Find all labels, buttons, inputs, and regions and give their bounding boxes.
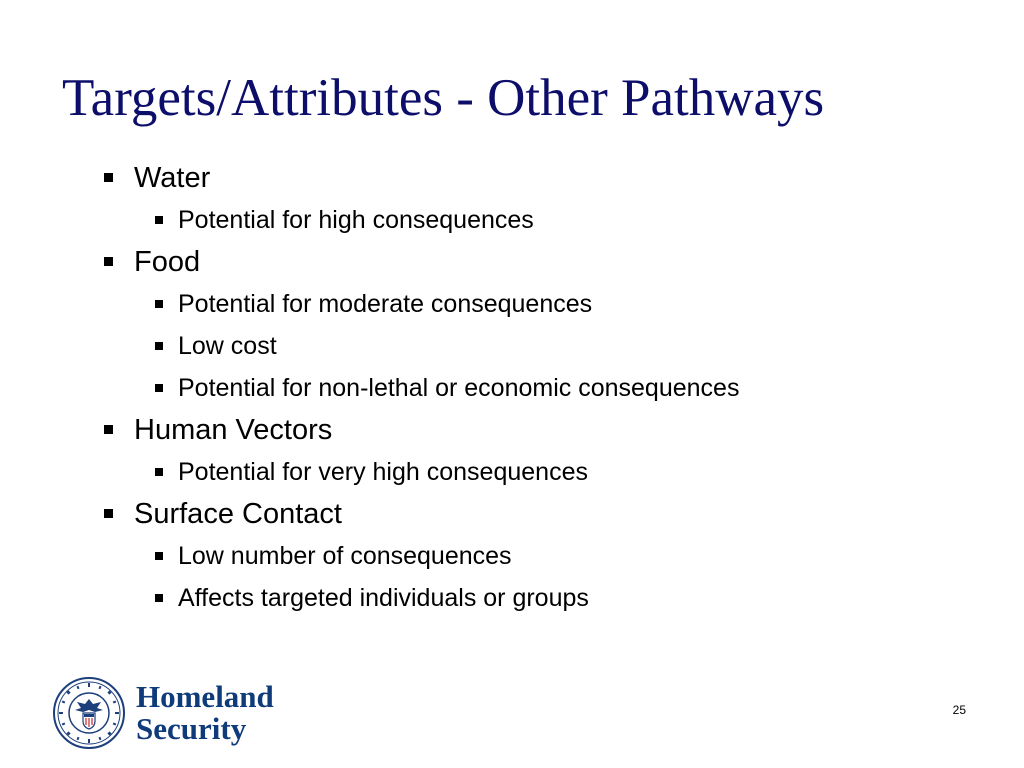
square-bullet-icon	[155, 552, 163, 560]
sub-bullet-item	[104, 367, 984, 409]
dhs-logo	[53, 677, 313, 751]
page-number: 25	[952, 703, 966, 717]
bullet-label: Food	[134, 246, 201, 278]
sub-bullet-label: Affects targeted individuals or groups	[178, 584, 589, 612]
bullet-item	[104, 157, 984, 199]
bullet-item	[104, 409, 984, 451]
sub-bullet-item	[104, 199, 984, 241]
square-bullet-icon	[155, 342, 163, 350]
dhs-seal-icon	[53, 677, 125, 749]
bullet-item	[104, 241, 984, 283]
sub-bullet-item	[104, 577, 984, 619]
square-bullet-icon	[104, 173, 113, 182]
sub-bullet-label: Potential for high consequences	[178, 206, 534, 234]
bullet-list	[104, 157, 984, 619]
logo-line-security: Security	[136, 711, 247, 746]
slide-title: Targets/Attributes - Other Pathways	[62, 69, 825, 127]
bullet-label: Surface Contact	[134, 498, 342, 530]
sub-bullet-label: Potential for very high consequences	[178, 458, 588, 486]
square-bullet-icon	[104, 509, 113, 518]
sub-bullet-item	[104, 451, 984, 493]
logo-wordmark	[136, 681, 274, 745]
sub-bullet-label: Potential for moderate consequences	[178, 290, 593, 318]
sub-bullet-item	[104, 325, 984, 367]
bullet-item	[104, 493, 984, 535]
square-bullet-icon	[155, 384, 163, 392]
bullet-label: Human Vectors	[134, 414, 333, 446]
sub-bullet-label: Potential for non-lethal or economic consequences	[178, 374, 740, 402]
logo-line-homeland: Homeland	[136, 679, 274, 714]
square-bullet-icon	[104, 425, 113, 434]
sub-bullet-label: Low number of consequences	[178, 542, 512, 570]
square-bullet-icon	[104, 257, 113, 266]
square-bullet-icon	[155, 468, 163, 476]
square-bullet-icon	[155, 216, 163, 224]
square-bullet-icon	[155, 300, 163, 308]
sub-bullet-label: Low cost	[178, 332, 277, 360]
bullet-label: Water	[134, 162, 211, 194]
sub-bullet-item	[104, 283, 984, 325]
square-bullet-icon	[155, 594, 163, 602]
sub-bullet-item	[104, 535, 984, 577]
